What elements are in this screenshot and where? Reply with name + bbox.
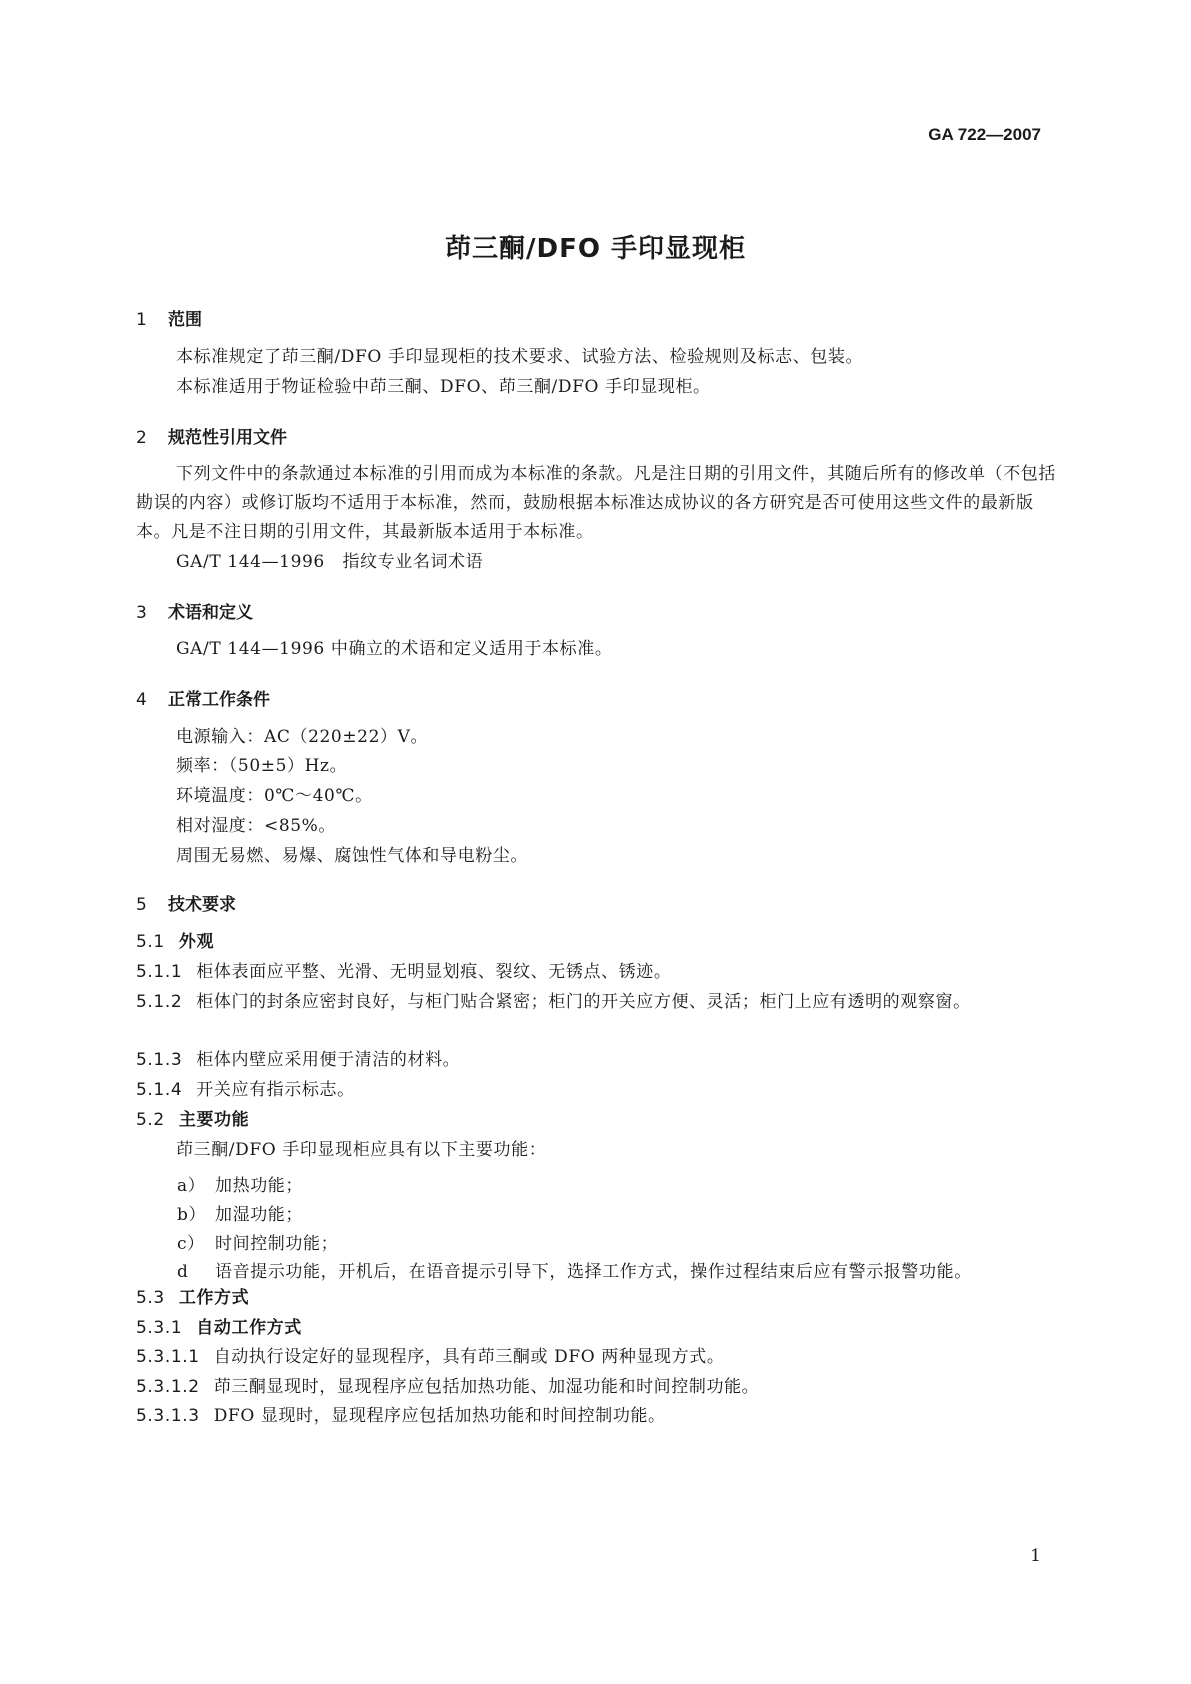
clause-title: 主要功能 bbox=[178, 1110, 250, 1130]
section-5-heading bbox=[136, 890, 236, 915]
clause-text: 开关应有指示标志。 bbox=[196, 1080, 355, 1100]
section-1-heading bbox=[136, 305, 202, 330]
clause-number: 5.1.3 bbox=[136, 1050, 183, 1070]
clause-number: 5.1.2 bbox=[136, 992, 183, 1012]
clause-number: 5.1.1 bbox=[136, 962, 183, 982]
list-text: 时间控制功能； bbox=[215, 1234, 339, 1254]
normative-reference: GA/T 144—1996 指纹专业名词术语 bbox=[176, 552, 484, 572]
list-marker: a） bbox=[177, 1176, 206, 1196]
condition-frequency: 频率：（50±5）Hz。 bbox=[176, 756, 348, 776]
clause-number: 5.3.1.3 bbox=[136, 1406, 200, 1426]
clause-number: 5.3.1 bbox=[136, 1318, 183, 1338]
clause-text: 自动执行设定好的显现程序，具有茚三酮或 DFO 两种显现方式。 bbox=[213, 1347, 725, 1367]
clause-text: 柜体门的封条应密封良好，与柜门贴合紧密；柜门的开关应方便、灵活；柜门上应有透明的观察窗。 bbox=[196, 992, 971, 1012]
clause-text: 柜体内壁应采用便于清洁的材料。 bbox=[196, 1050, 461, 1070]
clause-number: 5.1 bbox=[136, 932, 165, 952]
clause-text: DFO 显现时，显现程序应包括加热功能和时间控制功能。 bbox=[213, 1406, 666, 1426]
clause-text: 柜体表面应平整、光滑、无明显划痕、裂纹、无锈点、锈迹。 bbox=[196, 962, 672, 982]
clause-5-2-intro: 茚三酮/DFO 手印显现柜应具有以下主要功能： bbox=[176, 1140, 547, 1160]
section-1-para-1: 本标准规定了茚三酮/DFO 手印显现柜的技术要求、试验方法、检验规则及标志、包装。 bbox=[176, 347, 864, 367]
list-item bbox=[177, 1257, 972, 1282]
clause-number: 5.3 bbox=[136, 1288, 165, 1308]
list-marker: b） bbox=[177, 1205, 207, 1225]
section-title: 术语和定义 bbox=[168, 603, 253, 623]
clause-5-3-1-2 bbox=[136, 1373, 1056, 1402]
list-text: 加湿功能； bbox=[215, 1205, 303, 1225]
section-3-para: GA/T 144—1996 中确立的术语和定义适用于本标准。 bbox=[176, 639, 613, 659]
condition-temperature: 环境温度：0℃～40℃。 bbox=[176, 786, 373, 806]
clause-number: 5.3.1.2 bbox=[136, 1377, 200, 1397]
list-text: 加热功能； bbox=[215, 1176, 303, 1196]
list-marker: d bbox=[177, 1262, 189, 1282]
section-number: 4 bbox=[136, 690, 147, 710]
section-number: 5 bbox=[136, 895, 147, 915]
section-3-heading bbox=[136, 598, 253, 623]
section-2-heading bbox=[136, 423, 287, 448]
condition-humidity: 相对湿度：<85%。 bbox=[176, 816, 337, 836]
list-marker: c） bbox=[177, 1234, 205, 1254]
page-number: 1 bbox=[1030, 1546, 1041, 1566]
clause-5-1-4 bbox=[136, 1076, 1056, 1105]
clause-number: 5.2 bbox=[136, 1110, 165, 1130]
list-item bbox=[177, 1229, 338, 1254]
clause-text: 茚三酮显现时，显现程序应包括加热功能、加湿功能和时间控制功能。 bbox=[213, 1377, 760, 1397]
clause-title: 工作方式 bbox=[178, 1288, 250, 1308]
clause-5-1-2 bbox=[136, 988, 1056, 1017]
clause-5-3-1-1 bbox=[136, 1343, 1056, 1372]
document-title: 茚三酮/DFO 手印显现柜 bbox=[445, 234, 746, 264]
clause-5-1-1 bbox=[136, 958, 1056, 987]
clause-5-1-3 bbox=[136, 1046, 1056, 1075]
clause-title: 自动工作方式 bbox=[196, 1318, 302, 1338]
condition-environment: 周围无易燃、易爆、腐蚀性气体和导电粉尘。 bbox=[176, 846, 528, 866]
standard-code: GA 722—2007 bbox=[928, 125, 1041, 144]
section-title: 规范性引用文件 bbox=[168, 428, 287, 448]
list-item bbox=[177, 1200, 303, 1225]
section-number: 2 bbox=[136, 428, 147, 448]
section-2-para: 下列文件中的条款通过本标准的引用而成为本标准的条款。凡是注日期的引用文件，其随后所有的修改单（不包括勘误的内容）或修订版均不适用于本标准，然而，鼓励根据本标准达成协议的各方研究是否可使用这些文件的最新版本。凡是不注日期的引用文件，其最新版本适用于本标准。 bbox=[136, 464, 1056, 542]
section-4-heading bbox=[136, 685, 270, 710]
clause-5-3-1-heading bbox=[136, 1314, 1056, 1343]
clause-5-3-heading bbox=[136, 1284, 1056, 1313]
section-number: 1 bbox=[136, 310, 147, 330]
clause-5-3-1-3 bbox=[136, 1402, 1056, 1431]
section-title: 范围 bbox=[168, 310, 202, 330]
clause-5-2-heading bbox=[136, 1106, 1056, 1135]
clause-number: 5.3.1.1 bbox=[136, 1347, 200, 1367]
clause-title: 外观 bbox=[178, 932, 215, 952]
condition-power: 电源输入：AC（220±22）V。 bbox=[176, 727, 429, 747]
section-number: 3 bbox=[136, 603, 147, 623]
section-title: 技术要求 bbox=[168, 895, 236, 915]
clause-5-1-heading bbox=[136, 928, 1056, 957]
list-item bbox=[177, 1171, 303, 1196]
list-text: 语音提示功能，开机后，在语音提示引导下，选择工作方式，操作过程结束后应有警示报警功能。 bbox=[215, 1262, 972, 1282]
section-title: 正常工作条件 bbox=[168, 690, 270, 710]
section-1-para-2: 本标准适用于物证检验中茚三酮、DFO、茚三酮/DFO 手印显现柜。 bbox=[176, 377, 711, 397]
clause-number: 5.1.4 bbox=[136, 1080, 183, 1100]
